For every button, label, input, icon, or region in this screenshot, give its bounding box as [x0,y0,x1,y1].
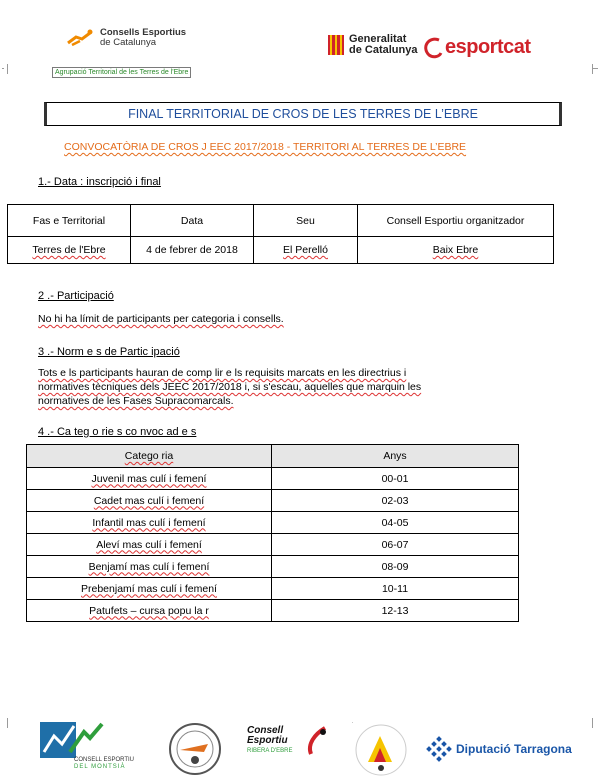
col-header-data: Data [131,205,254,237]
ribera-ebre-logo [247,726,331,754]
cell-seu: El Perelló [254,237,358,264]
esportcat-logo [423,36,531,59]
esportcat-text: esportcat [445,36,531,58]
generalitat-line2: de Catalunya [349,44,418,56]
generalitat-logo [328,34,417,56]
table-row [27,600,519,622]
col-header-seu: Seu [254,205,358,237]
corner-mark [1,718,8,728]
categories-table [26,444,519,622]
cell-consell: Baix Ebre [358,237,554,264]
diputacio-logo [426,736,572,762]
terra-alta-logo [352,722,410,783]
cell-categoria: Juvenil mas culí i femení [27,468,272,490]
cell-categoria: Cadet mas culí i femení [27,490,272,512]
table-row [27,556,519,578]
senyera-icon [328,35,344,55]
table-header-row [8,205,554,237]
runner-icon [66,29,96,47]
table-row [8,237,554,264]
montsia-line1: CONSELL ESPORTIU [74,757,135,763]
data-table [7,204,554,264]
ribera-line3: RIBERA D'EBRE [247,748,293,754]
cell-anys: 02-03 [272,490,519,512]
corner-mark [592,718,599,728]
col-header-fase: Fas e Territorial [8,205,131,237]
cell-anys: 12-13 [272,600,519,622]
terra-alta-text [352,722,353,723]
document-title: FINAL TERRITORIAL DE CROS DE LES TERRES DE L’EBRE [44,102,562,126]
table-row [27,512,519,534]
table-row [27,578,519,600]
cell-anys: 04-05 [272,512,519,534]
section3-heading: 3 .- Norm e s de Partic ipació [38,346,180,358]
convocatoria-subtitle [64,141,534,153]
cell-categoria: Aleví mas culí i femení [27,534,272,556]
col-header-categoria: Catego ria [27,445,272,468]
table-row [27,534,519,556]
section3-text [38,366,478,408]
cell-anys: 10-11 [272,578,519,600]
section1-heading: 1.- Data : inscripció i final [38,176,161,188]
consells-line2: de Catalunya [100,37,156,48]
consells-esportius-logo [66,28,186,48]
section3-line3: normatives de les Fases Supracomarcals. [38,395,234,407]
consells-line1: Consells Esportius [100,27,187,38]
section2-text: No hi ha límit de participants per categoria i consells. [38,313,284,325]
ribera-line2: Esportiu [247,735,288,746]
section3-line1: Tots e ls participants hauran de comp lir e ls requisits marcats en les directrius i [38,367,407,379]
cell-categoria: Patufets – cursa popu la r [27,600,272,622]
montsia-mark-icon [40,722,104,758]
corner-mark [592,64,599,74]
corner-mark [1,64,8,74]
round-emblem-icon [168,722,222,776]
ribera-line1: Consell [247,725,284,736]
cell-data: 4 de febrer de 2018 [131,237,254,264]
ribera-figure-icon [305,726,329,756]
table-row [27,490,519,512]
montsia-line2: DEL MONTSIÀ [74,764,126,770]
table-header-row [27,445,519,468]
emblem-logo [168,722,222,781]
section4-heading: 4 .- Ca teg o rie s co nvoc ad e s [38,426,197,438]
section3-line2: normatives tècniques dels JEEC 2017/2018 i, si s'escau, aquelles que marquin les [38,381,422,393]
cell-categoria: Infantil mas culí i femení [27,512,272,534]
col-header-anys: Anys [272,445,519,468]
agrupacio-label: Agrupació Territorial de les Terres de l'Ebre [52,67,191,78]
esportcat-swoosh-icon [423,37,443,59]
cell-anys: 00-01 [272,468,519,490]
cell-categoria: Benjamí mas culí i femení [27,556,272,578]
diputacio-text: Diputació Tarragona [456,742,572,756]
cell-anys: 08-09 [272,556,519,578]
convocatoria-text: CONVOCATÒRIA DE CROS J EEC 2017/2018 - TERRITORI AL TERRES DE L’EBRE [64,141,467,153]
cell-anys: 06-07 [272,534,519,556]
table-row [27,468,519,490]
cell-categoria: Prebenjamí mas culí i femení [27,578,272,600]
diputacio-diamond-icon [426,736,452,762]
col-header-consell: Consell Esportiu organitzador [358,205,554,237]
cell-fase: Terres de l'Ebre [8,237,131,264]
terra-alta-emblem-icon [352,722,410,778]
generalitat-line1: Generalitat [349,33,407,45]
montsia-logo [40,722,145,774]
section2-heading: 2 .- Participació [38,290,114,302]
